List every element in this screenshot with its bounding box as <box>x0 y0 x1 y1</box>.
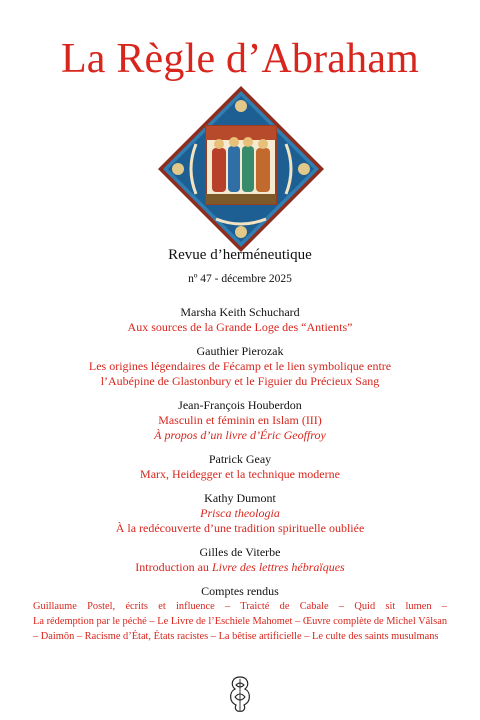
issue-number: nº 47 - décembre 2025 <box>188 273 292 285</box>
reviews-list: Guillaume Postel, écrits et influence – Traicté de Cabale – Quid sit lumen – La rédemption par le péché – Le Livre de l’Eschiele Mahomet – Œuvre complète de Michel Vâlsan – Daimôn – Racisme d’État, États racistes – La bêtise artificielle – Le culte des saints musulmans <box>33 601 448 642</box>
review-item: Quid sit lumen <box>354 601 432 612</box>
toc-entry <box>0 452 480 482</box>
entry-title: À la redécouverte d’une tradition spirituelle oubliée <box>115 521 365 535</box>
reviews-heading: Comptes rendus <box>201 584 279 598</box>
seal-svg <box>226 675 254 713</box>
toc-entry <box>0 491 480 536</box>
toc-entry <box>0 545 480 575</box>
review-item: Guillaume Postel, écrits et influence <box>33 601 215 612</box>
entry-title-part: Introduction au <box>135 560 212 574</box>
entry-title: À propos d’un livre d’Éric Geoffroy <box>154 428 326 442</box>
review-item: La rédemption par le péché <box>33 616 147 627</box>
entry-title: Marx, Heidegger et la technique moderne <box>140 467 340 481</box>
table-of-contents <box>0 305 480 644</box>
review-item: Daimôn <box>40 631 75 642</box>
review-item: Racisme d’État, États racistes <box>84 631 209 642</box>
entry-title: Masculin et féminin en Islam (III) <box>158 413 322 427</box>
review-item: Œuvre complète de Michel Vâlsan <box>302 616 448 627</box>
entry-title: l’Aubépine de Glastonbury et le Figuier du Précieux Sang <box>100 374 380 388</box>
entry-author: Gauthier Pierozak <box>196 344 284 358</box>
illuminated-icon-emblem <box>156 84 326 254</box>
review-item: Traicté de Cabale <box>240 601 329 612</box>
toc-entry <box>0 398 480 443</box>
page-title: La Règle d’Abraham <box>60 36 420 82</box>
entry-title: Prisca theologia <box>200 506 280 520</box>
monogram-seal-icon <box>226 675 254 713</box>
entry-author: Gilles de Viterbe <box>199 545 281 559</box>
toc-entry <box>0 305 480 335</box>
subtitle: Revue d’herméneutique <box>168 247 312 263</box>
toc-entry <box>0 344 480 389</box>
entry-author: Jean-François Houberdon <box>178 398 302 412</box>
review-item: Le Livre de l’Eschiele Mahomet <box>157 616 293 627</box>
entry-title-part: Livre des lettres hébraïques <box>211 560 345 574</box>
entry-title: Aux sources de la Grande Loge des “Antients” <box>127 320 353 334</box>
entry-author: Patrick Geay <box>208 452 272 466</box>
entry-title: Les origines légendaires de Fécamp et le lien symbolique entre <box>88 359 392 373</box>
emblem-svg <box>156 84 326 254</box>
entry-author: Kathy Dumont <box>204 491 276 505</box>
review-item: Le culte des saints musulmans <box>312 631 439 642</box>
review-item: La bêtise artificielle <box>218 631 302 642</box>
entry-author: Marsha Keith Schuchard <box>180 305 300 319</box>
entry-title <box>0 560 480 575</box>
